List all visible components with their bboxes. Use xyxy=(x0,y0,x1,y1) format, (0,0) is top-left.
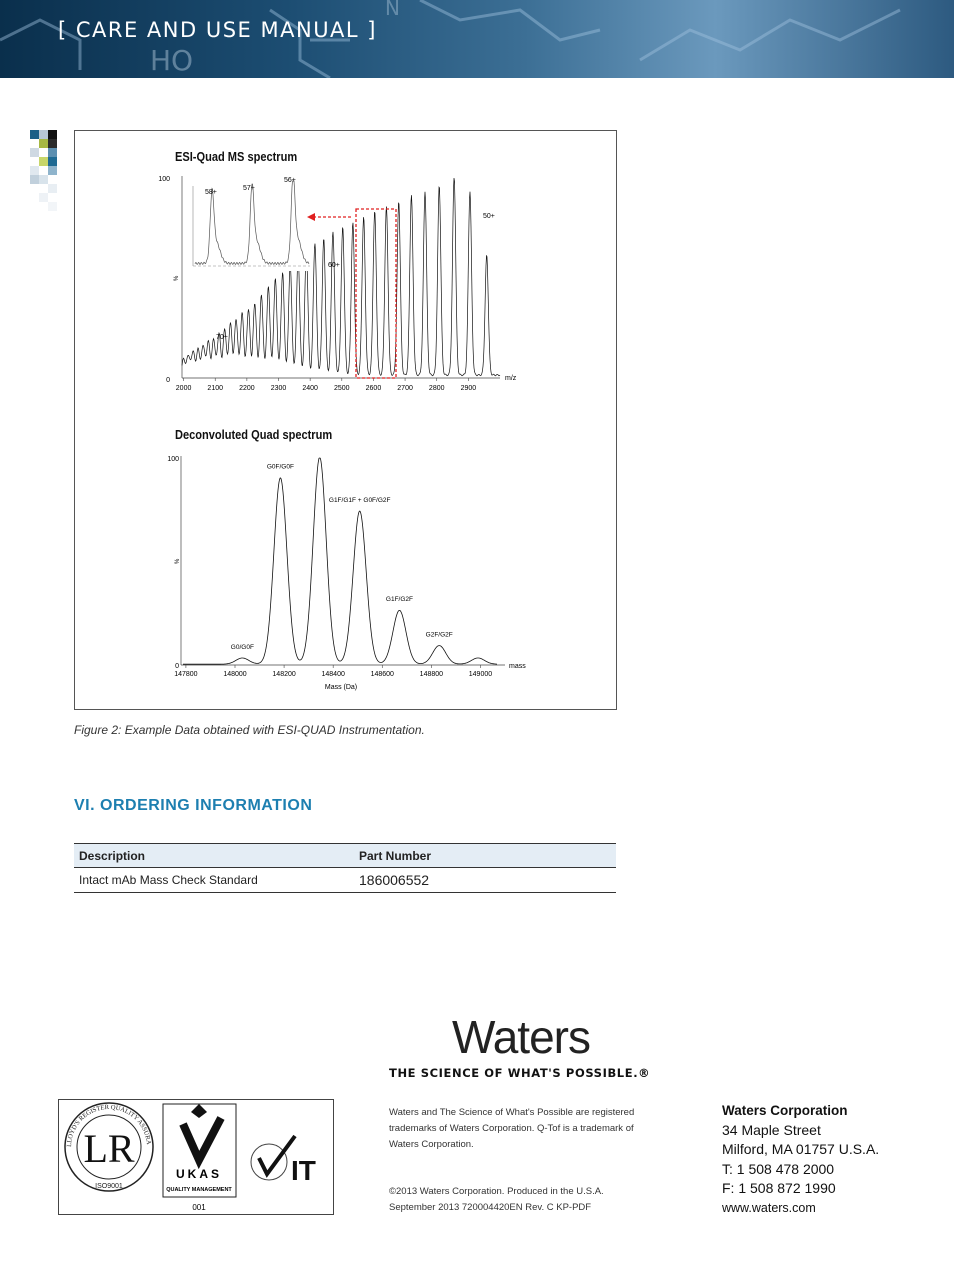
ms-ytick-100: 100 xyxy=(158,176,170,183)
ms-xtick-label: 2400 xyxy=(302,385,318,392)
dc-peak-label: G1F/G2F xyxy=(385,596,414,604)
ms-xtick-label: 2900 xyxy=(460,385,477,392)
deconvoluted-spectrum-chart xyxy=(75,446,615,696)
dc-xtick-label: 148600 xyxy=(370,671,394,678)
ms-spectrum-chart xyxy=(75,166,615,436)
phone: T: 1 508 478 2000 xyxy=(722,1160,835,1177)
figure-panel xyxy=(74,130,617,710)
lrqa-seal-icon xyxy=(59,1100,153,1191)
ms-peak-label-50: 50+ xyxy=(483,213,495,220)
dc-xtick-label: 149000 xyxy=(468,671,493,678)
section-heading-ordering: VI. ORDERING INFORMATION xyxy=(74,797,313,814)
dc-xtick-label: 148000 xyxy=(223,671,247,678)
figure-caption: Figure 2: Example Data obtained with ESI-QUAD Instrumentation. xyxy=(74,723,425,737)
inset-label-56: 56+ xyxy=(284,177,296,184)
ms-peak-label-70: 70+ xyxy=(216,334,228,341)
document-number-line: September 2013 720004420EN Rev. C KP-PDF xyxy=(389,1202,592,1213)
dc-peak-label: G1F/G1F + G0F/G2F xyxy=(328,496,391,504)
header-banner xyxy=(0,0,954,78)
it-cert-icon xyxy=(251,1136,316,1186)
cell-part-number: 186006552 xyxy=(354,868,616,893)
copyright-notice xyxy=(389,1184,649,1216)
website-link[interactable]: www.waters.com xyxy=(722,1200,816,1215)
ms-spectrum-title: ESI-Quad MS spectrum xyxy=(175,149,298,164)
certification-logos xyxy=(58,1099,334,1215)
dc-peak-label: G0/G0F xyxy=(230,643,254,651)
inset-label-57: 57+ xyxy=(243,185,255,192)
ms-y-unit: % xyxy=(174,275,180,281)
dc-xtick-label: 148400 xyxy=(321,671,345,678)
document-type-title: [ CARE AND USE MANUAL ] xyxy=(58,18,377,42)
ms-xtick-label: 2800 xyxy=(428,385,445,392)
dc-x-unit: mass xyxy=(509,663,526,670)
ms-xtick-label: 2500 xyxy=(334,385,350,392)
ms-ytick-0: 0 xyxy=(166,377,170,384)
deconvoluted-spectrum-title: Deconvoluted Quad spectrum xyxy=(175,427,333,442)
ms-xtick-label: 2700 xyxy=(397,385,413,392)
ordering-table xyxy=(74,843,616,893)
table-row xyxy=(74,868,616,893)
dc-x-label: Mass (Da) xyxy=(324,684,358,691)
ukas-badge-icon xyxy=(163,1104,236,1212)
ms-xtick-label: 2300 xyxy=(270,385,287,392)
cell-description: Intact mAb Mass Check Standard xyxy=(74,868,354,893)
inset-label-58: 58+ xyxy=(205,189,217,196)
ukas-sub-text: QUALITY MANAGEMENT xyxy=(166,1187,232,1193)
dc-peak-label: G0F/G0F xyxy=(266,463,294,471)
ms-x-unit: m/z xyxy=(505,375,517,382)
ukas-text: UKAS xyxy=(175,1167,223,1181)
svg-text:HO: HO xyxy=(150,44,194,77)
dc-xtick-label: 148200 xyxy=(272,671,296,678)
dc-peak-label: G2F/G2F xyxy=(425,631,453,639)
svg-text:LR: LR xyxy=(83,1126,135,1171)
city: Milford, MA 01757 U.S.A. xyxy=(722,1141,880,1157)
ms-xtick-label: 2600 xyxy=(365,385,382,392)
street: 34 Maple Street xyxy=(722,1121,821,1138)
certification-marks xyxy=(59,1100,333,1214)
trademark-notice: Waters and The Science of What's Possible are registered trademarks of Waters Corporation. Q-Tof is a trademark of Waters Corporation. xyxy=(389,1107,635,1150)
ukas-number: 001 xyxy=(192,1203,206,1212)
col-header-part-number: Part Number xyxy=(354,844,616,868)
svg-text:N: N xyxy=(385,0,400,20)
it-cert-text: IT xyxy=(291,1155,316,1186)
dc-xtick-label: 147800 xyxy=(174,671,198,678)
company-address xyxy=(722,1101,879,1218)
col-header-description: Description xyxy=(74,844,354,868)
ms-xtick-label: 2200 xyxy=(239,385,255,392)
dc-ytick-100: 100 xyxy=(167,456,179,463)
fax: F: 1 508 872 1990 xyxy=(722,1180,836,1196)
ms-xtick-label: 2100 xyxy=(207,385,224,392)
ms-inset xyxy=(193,176,313,271)
dc-y-unit: % xyxy=(175,558,181,564)
waters-logo: Waters xyxy=(452,1011,590,1063)
dc-xtick-label: 148800 xyxy=(419,671,444,678)
svg-text:ISO9001: ISO9001 xyxy=(95,1183,123,1190)
ms-xtick-label: 2000 xyxy=(175,385,192,392)
dc-ytick-0: 0 xyxy=(175,663,179,670)
copyright-line: ©2013 Waters Corporation. Produced in the U.S.A. xyxy=(389,1186,604,1197)
ms-peak-label-60: 60+ xyxy=(328,262,340,269)
company-name: Waters Corporation xyxy=(722,1103,848,1118)
svg-text:LLOYD'S REGISTER QUALITY ASSUR: LLOYD'S REGISTER QUALITY ASSURA xyxy=(65,1103,152,1148)
tagline: THE SCIENCE OF WHAT'S POSSIBLE.® xyxy=(389,1066,651,1080)
